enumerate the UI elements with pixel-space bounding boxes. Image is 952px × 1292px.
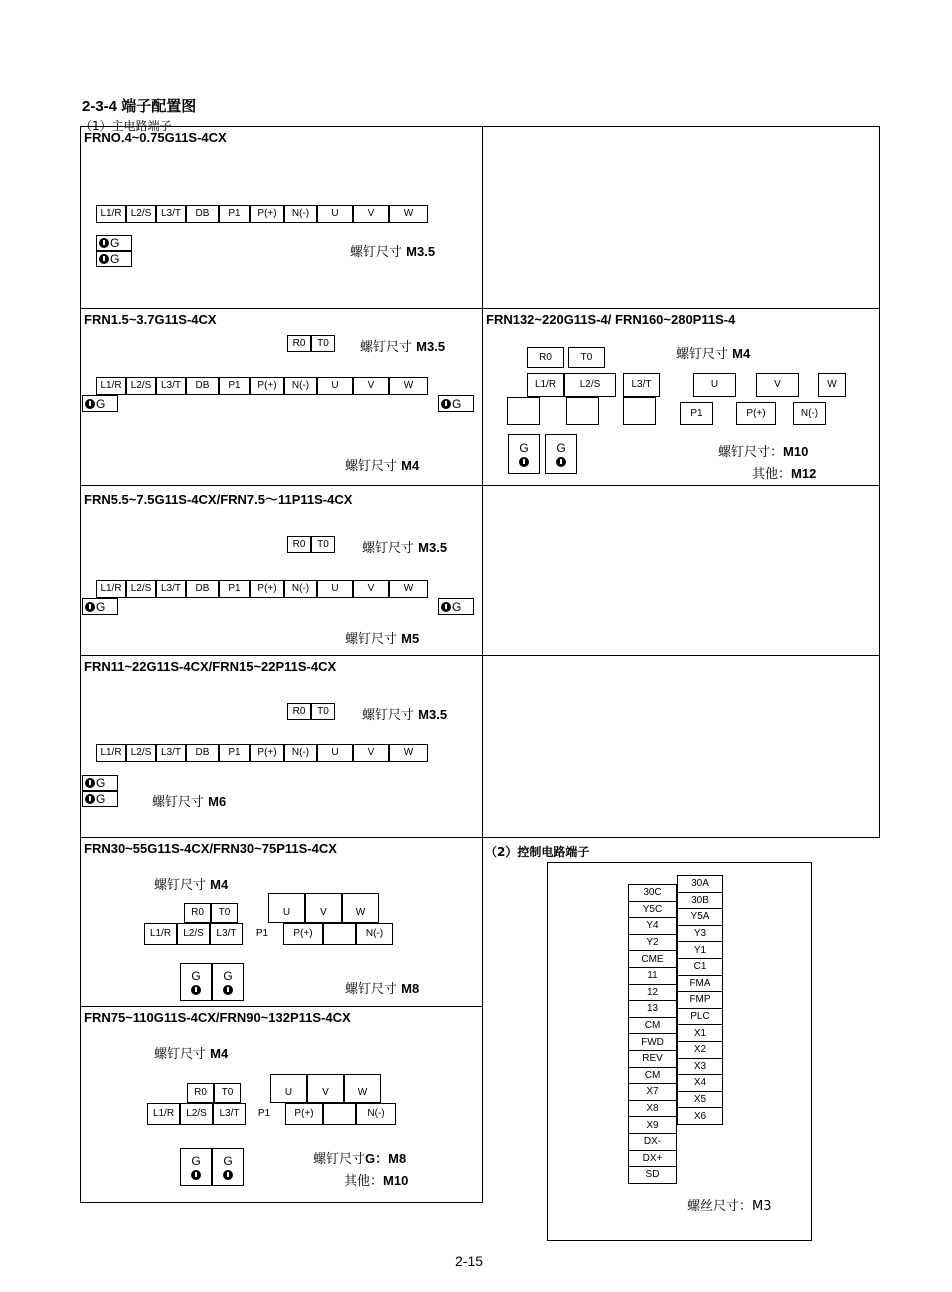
terminal-t0: T0 xyxy=(214,1083,241,1103)
ground-terminal xyxy=(82,775,118,791)
terminal-pplus: P(+) xyxy=(283,923,323,945)
control-terminal: X2 xyxy=(677,1041,723,1059)
ground-terminal xyxy=(438,598,474,615)
terminal-db: DB xyxy=(186,580,219,598)
screw-size-label: 螺钉尺寸 M3.5 xyxy=(350,244,436,260)
terminal-v: V xyxy=(353,744,389,762)
terminal-l1: L1/R xyxy=(144,923,177,945)
control-terminal: X7 xyxy=(628,1083,677,1101)
control-terminal: REV xyxy=(628,1050,677,1068)
terminal-pplus: P(+) xyxy=(250,744,284,762)
screw-size-label: 螺钉尺寸G：M8 xyxy=(313,1151,407,1167)
screw-size-label: 螺钉尺寸 M3.5 xyxy=(362,707,448,723)
terminal-u: U xyxy=(693,373,736,397)
ground-terminal xyxy=(545,434,577,474)
screw-size-label: 螺钉尺寸 M4 xyxy=(154,1046,229,1062)
terminal-v: V xyxy=(307,1074,344,1103)
box-3-title: FRN132~220G11S-4/ FRN160~280P11S-4 xyxy=(486,312,736,327)
terminal-v: V xyxy=(756,373,799,397)
screw-size-label: 螺钉尺寸 M8 xyxy=(345,981,420,997)
terminal-u: U xyxy=(270,1074,307,1103)
control-terminal: DX- xyxy=(628,1133,677,1151)
ground-label: G xyxy=(452,396,462,411)
terminal-r0: R0 xyxy=(527,347,564,368)
control-terminal: 30B xyxy=(677,892,723,910)
terminal-nminus: N(-) xyxy=(284,580,317,598)
box-empty-2 xyxy=(482,485,880,656)
screw-size-label: 螺钉尺寸 M4 xyxy=(345,458,420,474)
control-terminal: 30C xyxy=(628,884,677,902)
terminal-l1: L1/R xyxy=(96,377,126,395)
terminal-l2: L2/S xyxy=(126,205,156,223)
terminal-l2: L2/S xyxy=(180,1103,213,1125)
terminal-p1: P1 xyxy=(219,377,250,395)
control-terminal: 11 xyxy=(628,967,677,985)
terminal-blank xyxy=(323,923,356,945)
terminal-l1: L1/R xyxy=(96,580,126,598)
ground-icon xyxy=(223,985,233,995)
terminal-db: DB xyxy=(186,205,219,223)
control-terminal: Y2 xyxy=(628,934,677,952)
terminal-u: U xyxy=(317,744,353,762)
box-empty-1 xyxy=(482,126,880,309)
section-heading xyxy=(82,95,196,116)
box-2-title: FRN1.5~3.7G11S-4CX xyxy=(84,312,217,327)
terminal-l2: L2/S xyxy=(126,744,156,762)
ground-icon xyxy=(191,1170,201,1180)
screw-size-label: 螺钉尺寸 M6 xyxy=(152,794,227,810)
ground-icon xyxy=(519,457,529,467)
ground-label: G xyxy=(223,1154,233,1168)
control-terminal: Y5C xyxy=(628,901,677,919)
control-terminal: X4 xyxy=(677,1074,723,1092)
terminal-v: V xyxy=(353,377,389,395)
terminal-r0: R0 xyxy=(187,1083,214,1103)
control-terminal: X8 xyxy=(628,1100,677,1118)
terminal-nminus: N(-) xyxy=(356,1103,396,1125)
ground-terminal xyxy=(180,1148,212,1186)
screw-size-label: 螺钉尺寸 M4 xyxy=(154,877,229,893)
subsection-title: （1）主电路端子 xyxy=(80,119,172,133)
terminal-l2: L2/S xyxy=(126,377,156,395)
terminal-r0: R0 xyxy=(184,903,211,923)
terminal-t0: T0 xyxy=(568,347,605,368)
terminal-l1: L1/R xyxy=(527,373,564,397)
terminal-v: V xyxy=(305,893,342,923)
ground-label: G xyxy=(519,441,529,455)
terminal-l3: L3/T xyxy=(210,923,243,945)
ground-icon xyxy=(556,457,566,467)
control-terminal: 30A xyxy=(677,875,723,893)
box-5-title: FRN11~22G11S-4CX/FRN15~22P11S-4CX xyxy=(84,659,337,674)
screw-size-label: 螺钉尺寸：M10 xyxy=(718,444,809,460)
terminal-t0: T0 xyxy=(311,536,335,553)
terminal-w: W xyxy=(389,205,428,223)
control-terminal: X5 xyxy=(677,1091,723,1109)
terminal-nminus: N(-) xyxy=(284,205,317,223)
control-terminal: Y4 xyxy=(628,917,677,935)
terminal-t0: T0 xyxy=(311,335,335,352)
terminal-pplus: P(+) xyxy=(250,377,284,395)
section-number: 2-3-4 xyxy=(82,98,118,115)
ground-icon xyxy=(85,602,95,612)
terminal-r0: R0 xyxy=(287,703,311,720)
screw-size-label: 螺钉尺寸 M5 xyxy=(345,631,420,647)
ground-terminal xyxy=(438,395,474,412)
terminal-r0: R0 xyxy=(287,335,311,352)
ground-icon xyxy=(223,1170,233,1180)
other-screw-label: 其他：M12 xyxy=(752,466,817,482)
terminal-l3: L3/T xyxy=(213,1103,246,1125)
terminal-p1: P1 xyxy=(219,580,250,598)
box-2 xyxy=(80,308,483,486)
control-terminal: Y1 xyxy=(677,941,723,959)
ground-label: G xyxy=(452,599,462,614)
other-screw-label: 其他：M10 xyxy=(344,1173,409,1189)
terminal-v: V xyxy=(353,580,389,598)
ground-label: G xyxy=(96,792,106,806)
control-terminal: C1 xyxy=(677,958,723,976)
terminal-blank xyxy=(566,397,599,425)
control-terminal: Y3 xyxy=(677,925,723,943)
control-terminal: FWD xyxy=(628,1033,677,1051)
terminal-nminus: N(-) xyxy=(793,402,826,425)
ground-terminal xyxy=(96,235,132,251)
ground-terminal xyxy=(82,598,118,615)
terminal-l3: L3/T xyxy=(156,377,186,395)
ground-icon xyxy=(85,399,95,409)
control-terminal: FMA xyxy=(677,975,723,993)
terminal-w: W xyxy=(342,893,379,923)
box-6-title: FRN30~55G11S-4CX/FRN30~75P11S-4CX xyxy=(84,841,337,856)
ground-icon xyxy=(99,254,109,264)
ground-icon xyxy=(191,985,201,995)
box-4 xyxy=(80,485,483,656)
ground-label: G xyxy=(96,396,106,411)
ground-terminal xyxy=(82,791,118,807)
terminal-l2: L2/S xyxy=(126,580,156,598)
control-terminal: 12 xyxy=(628,984,677,1002)
terminal-blank xyxy=(323,1103,356,1125)
terminal-r0: R0 xyxy=(287,536,311,553)
box-1-title: FRNO.4~0.75G11S-4CX xyxy=(84,130,227,145)
terminal-l2: L2/S xyxy=(177,923,210,945)
ground-terminal xyxy=(82,395,118,412)
terminal-pplus: P(+) xyxy=(285,1103,323,1125)
box-empty-3 xyxy=(482,655,880,838)
terminal-l3: L3/T xyxy=(156,580,186,598)
screw-size-label: 螺钉尺寸 M4 xyxy=(676,346,751,362)
terminal-l3: L3/T xyxy=(156,744,186,762)
ground-label: G xyxy=(191,1154,201,1168)
terminal-w: W xyxy=(389,377,428,395)
terminal-w: W xyxy=(389,580,428,598)
terminal-l1: L1/R xyxy=(96,744,126,762)
terminal-blank xyxy=(623,397,656,425)
ground-terminal xyxy=(180,963,212,1001)
ground-terminal xyxy=(212,963,244,1001)
box-7-title: FRN75~110G11S-4CX/FRN90~132P11S-4CX xyxy=(84,1010,351,1025)
terminal-p1: P1 xyxy=(219,205,250,223)
ground-label: G xyxy=(96,599,106,614)
control-section-title: （2）控制电路端子 xyxy=(485,845,590,859)
control-screw-label: 螺丝尺寸：M3 xyxy=(687,1199,772,1214)
control-terminal: Y5A xyxy=(677,908,723,926)
control-terminal: X9 xyxy=(628,1116,677,1134)
terminal-v: V xyxy=(353,205,389,223)
section-title: 端子配置图 xyxy=(121,97,197,115)
terminal-p1: P1 xyxy=(257,1108,271,1119)
ground-icon xyxy=(85,794,95,804)
terminal-db: DB xyxy=(186,744,219,762)
terminal-t0: T0 xyxy=(311,703,335,720)
box-4-title: FRN5.5~7.5G11S-4CX/FRN7.5～11P11S-4CX xyxy=(84,492,353,507)
terminal-w: W xyxy=(344,1074,381,1103)
ground-icon xyxy=(441,602,451,612)
terminal-nminus: N(-) xyxy=(356,923,393,945)
control-terminal: X6 xyxy=(677,1107,723,1125)
control-terminal: CM xyxy=(628,1067,677,1085)
terminal-u: U xyxy=(268,893,305,923)
terminal-pplus: P(+) xyxy=(736,402,776,425)
ground-icon xyxy=(99,238,109,248)
ground-label: G xyxy=(556,441,566,455)
ground-icon xyxy=(85,778,95,788)
terminal-l2: L2/S xyxy=(564,373,616,397)
terminal-w: W xyxy=(818,373,846,397)
terminal-u: U xyxy=(317,205,353,223)
control-terminal: SD xyxy=(628,1166,677,1184)
terminal-l1: L1/R xyxy=(96,205,126,223)
control-terminal: DX+ xyxy=(628,1150,677,1168)
terminal-pplus: P(+) xyxy=(250,580,284,598)
terminal-u: U xyxy=(317,377,353,395)
screw-size-label: 螺钉尺寸 M3.5 xyxy=(362,540,448,556)
terminal-t0: T0 xyxy=(211,903,238,923)
terminal-w: W xyxy=(389,744,428,762)
ground-icon xyxy=(441,399,451,409)
terminal-blank xyxy=(507,397,540,425)
terminal-db: DB xyxy=(186,377,219,395)
terminal-nminus: N(-) xyxy=(284,744,317,762)
ground-label: G xyxy=(110,236,120,250)
terminal-nminus: N(-) xyxy=(284,377,317,395)
terminal-l3: L3/T xyxy=(156,205,186,223)
terminal-p1: P1 xyxy=(219,744,250,762)
ground-terminal xyxy=(508,434,540,474)
control-terminal: CM xyxy=(628,1017,677,1035)
ground-label: G xyxy=(110,252,120,266)
control-terminal: PLC xyxy=(677,1008,723,1026)
control-terminal: CME xyxy=(628,950,677,968)
terminal-l1: L1/R xyxy=(147,1103,180,1125)
control-terminal: 13 xyxy=(628,1000,677,1018)
terminal-u: U xyxy=(317,580,353,598)
ground-label: G xyxy=(191,969,201,983)
ground-terminal xyxy=(212,1148,244,1186)
screw-size-label: 螺钉尺寸 M3.5 xyxy=(360,339,446,355)
control-terminal: X1 xyxy=(677,1024,723,1042)
terminal-p1: P1 xyxy=(255,928,269,939)
control-terminal: X3 xyxy=(677,1058,723,1076)
terminal-pplus: P(+) xyxy=(250,205,284,223)
ground-label: G xyxy=(223,969,233,983)
terminal-p1: P1 xyxy=(680,402,713,425)
ground-terminal xyxy=(96,251,132,267)
ground-label: G xyxy=(96,776,106,790)
terminal-l3: L3/T xyxy=(623,373,660,397)
box-3 xyxy=(482,308,880,486)
page-number: 2-15 xyxy=(455,1253,484,1269)
control-terminal: FMP xyxy=(677,991,723,1009)
